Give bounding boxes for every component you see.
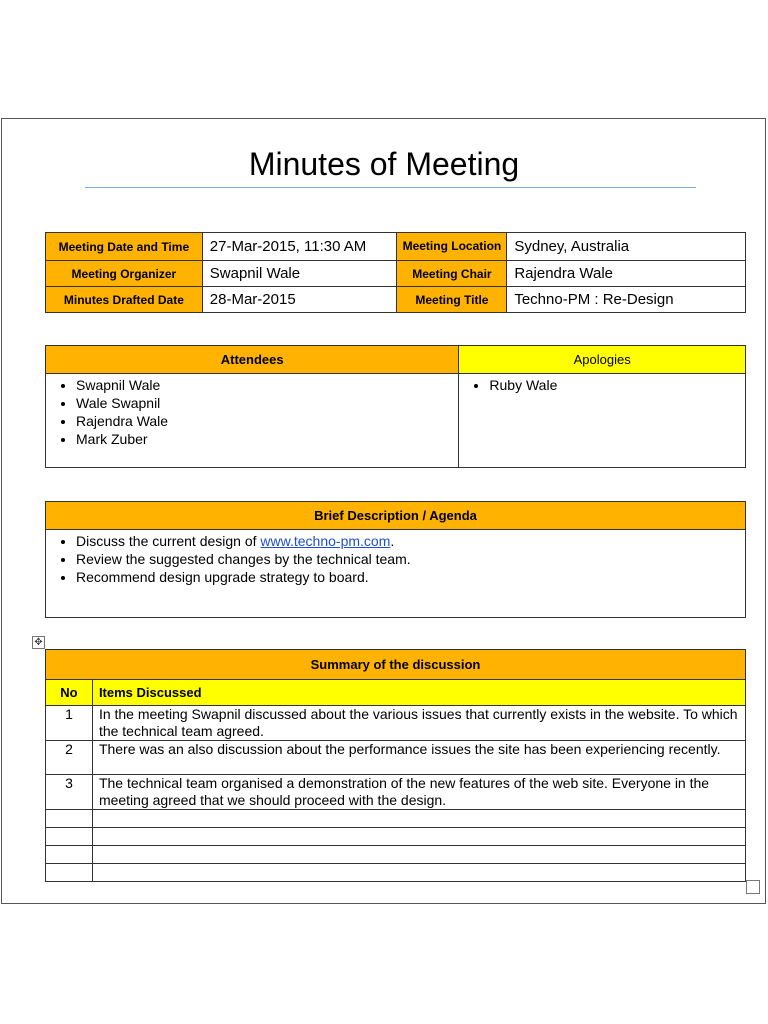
row-text: The technical team organised a demonstration of the new features of the web site. Everyone in the meeting agreed that we should proceed with the design. (92, 775, 745, 810)
row-text (92, 864, 745, 882)
organizer-label: Meeting Organizer (46, 261, 203, 287)
table-row (46, 741, 746, 775)
summary-header: Summary of the discussion (46, 650, 746, 680)
list-item: • Recommend design upgrade strategy to board. (76, 568, 745, 586)
agenda-table (45, 501, 746, 618)
agenda-item-1-text: Discuss the current design of (76, 533, 261, 549)
table-row (46, 828, 746, 846)
list-item: • Mark Zuber (76, 430, 458, 448)
row-text (92, 828, 745, 846)
row-number: 1 (46, 706, 93, 741)
date-time-value: 27-Mar-2015, 11:30 AM (202, 233, 397, 261)
attendees-list (46, 376, 458, 448)
table-row (46, 864, 746, 882)
items-column-header: Items Discussed (92, 680, 745, 706)
table-row (46, 706, 746, 741)
row-text: There was an also discussion about the performance issues the site has been experiencing recently. (92, 741, 745, 775)
title-underline (85, 187, 696, 188)
apologies-list (459, 376, 745, 394)
apologies-header: Apologies (459, 346, 746, 374)
table-row (46, 846, 746, 864)
table-row (46, 810, 746, 828)
list-item: • Wale Swapnil (76, 394, 458, 412)
attendees-cell (46, 374, 459, 468)
chair-label: Meeting Chair (397, 261, 507, 287)
attendees-header: Attendees (46, 346, 459, 374)
list-item: • Review the suggested changes by the technical team. (76, 550, 745, 568)
location-label: Meeting Location (397, 233, 507, 261)
list-item: • Rajendra Wale (76, 412, 458, 430)
row-number (46, 810, 93, 828)
table-row (46, 775, 746, 810)
meeting-title-label: Meeting Title (397, 287, 507, 313)
no-column-header: No (46, 680, 93, 706)
table-move-icon[interactable]: ✥ (32, 636, 45, 649)
summary-table (45, 649, 746, 882)
row-number (46, 864, 93, 882)
resize-handle-icon[interactable] (746, 880, 760, 894)
row-number: 3 (46, 775, 93, 810)
organizer-value: Swapnil Wale (202, 261, 397, 287)
row-number: 2 (46, 741, 93, 775)
row-text (92, 846, 745, 864)
drafted-value: 28-Mar-2015 (202, 287, 397, 313)
list-item: • Swapnil Wale (76, 376, 458, 394)
agenda-item-1-suffix: . (390, 533, 395, 549)
agenda-list (46, 532, 745, 586)
row-text (92, 810, 745, 828)
agenda-header: Brief Description / Agenda (46, 502, 746, 530)
apologies-cell (459, 374, 746, 468)
row-number (46, 846, 93, 864)
row-text: In the meeting Swapnil discussed about the various issues that currently exists in the website. To which the technical team agreed. (92, 706, 745, 741)
attendance-table (45, 345, 746, 468)
drafted-label: Minutes Drafted Date (46, 287, 203, 313)
location-value: Sydney, Australia (507, 233, 746, 261)
chair-value: Rajendra Wale (507, 261, 746, 287)
list-item (76, 532, 745, 550)
meeting-details-table (45, 232, 746, 313)
website-link[interactable]: www.techno-pm.com (260, 533, 391, 549)
agenda-cell (46, 530, 746, 618)
meeting-title-value: Techno-PM : Re-Design (507, 287, 746, 313)
page-title: Minutes of Meeting (248, 146, 520, 182)
list-item: • Ruby Wale (489, 376, 745, 394)
row-number (46, 828, 93, 846)
date-time-label: Meeting Date and Time (46, 233, 203, 261)
